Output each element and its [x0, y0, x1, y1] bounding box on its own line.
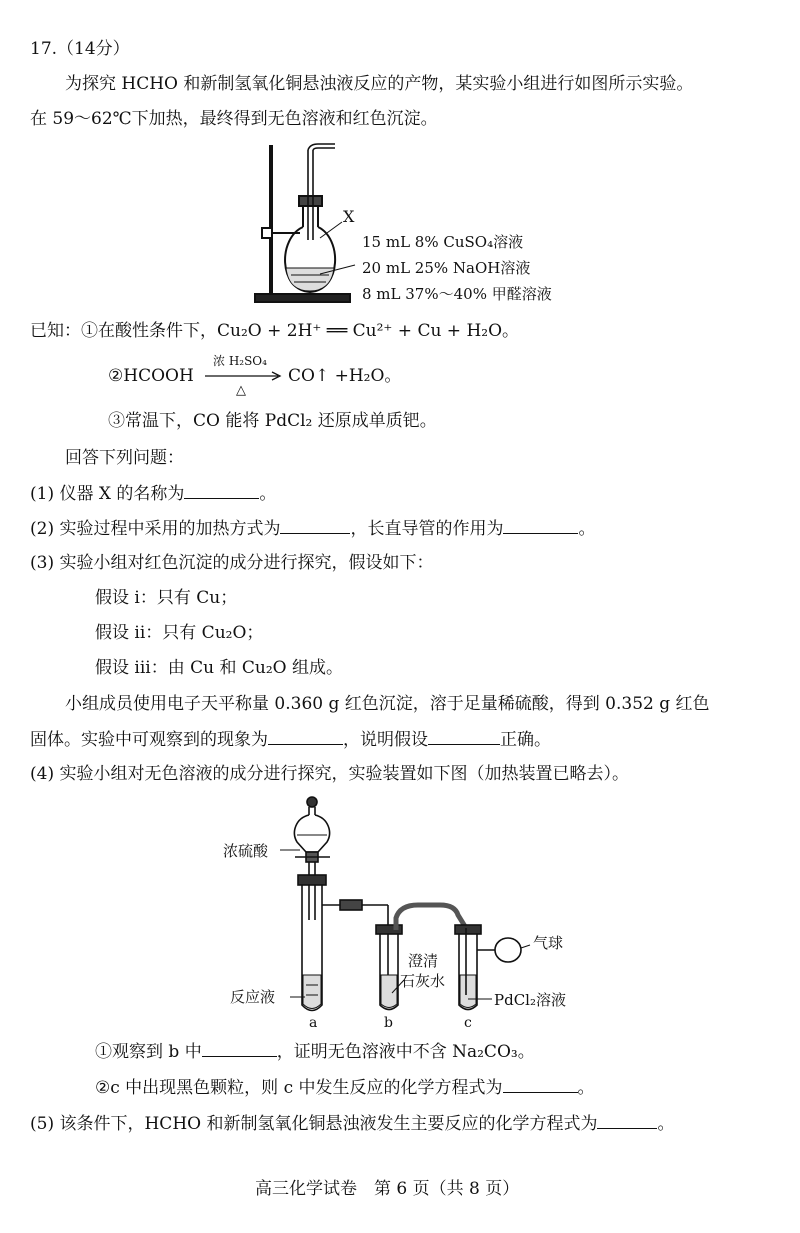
q5-answer-blank[interactable] [597, 1112, 657, 1129]
hypothesis-3: 假设 iii：由 Cu 和 Cu₂O 组成。 [95, 658, 343, 678]
q2-text: (2) 实验过程中采用的加热方式为 [30, 519, 281, 539]
page-footer: 高三化学试卷 第 6 页（共 8 页） [255, 1179, 520, 1199]
q5-end: 。 [657, 1114, 675, 1134]
q4-s2-text: ②c 中出现黑色颗粒，则 c 中发生反应的化学方程式为 [95, 1078, 503, 1098]
q2-mid: ，长直导管的作用为 [350, 519, 504, 539]
x-label: X [343, 207, 355, 226]
tube-a-label: a [309, 1015, 318, 1031]
label-conc-sulfuric-acid: 浓硫酸 [223, 842, 269, 860]
q4-answer-blank-2[interactable] [503, 1076, 578, 1093]
q3-stem: (3) 实验小组对红色沉淀的成分进行探究，假设如下： [30, 553, 434, 573]
label-pdcl2-solution: PdCl₂溶液 [494, 991, 566, 1009]
known-2-cond-top: 浓 H₂SO₄ [213, 354, 267, 368]
fig1-label-naoh: 20 mL 25% NaOH溶液 [362, 259, 531, 277]
known-2-right: CO↑ +H₂O。 [288, 366, 402, 386]
known-2-left: ②HCOOH [108, 366, 194, 386]
q3-text: 固体。实验中可观察到的现象为 [30, 730, 268, 750]
label-reaction-liquid: 反应液 [230, 988, 276, 1006]
hypothesis-2: 假设 ii：只有 Cu₂O； [95, 623, 264, 643]
label-balloon: 气球 [533, 934, 564, 952]
intro-line-2: 在 59～62℃下加热，最终得到无色溶液和红色沉淀。 [30, 109, 438, 129]
q5-text: (5) 该条件下，HCHO 和新制氢氧化铜悬浊液发生主要反应的化学方程式为 [30, 1114, 598, 1134]
q4-sub-2 [95, 1076, 595, 1099]
q1-text: (1) 仪器 X 的名称为 [30, 484, 185, 504]
fig1-label-cuso4: 15 mL 8% CuSO₄溶液 [362, 233, 524, 251]
q5 [30, 1112, 674, 1135]
tube-c-label: c [464, 1015, 472, 1031]
tube-b-label: b [384, 1015, 393, 1031]
answer-intro: 回答下列问题： [65, 448, 184, 468]
question-number: 17.（14分） [30, 39, 130, 59]
q3-mid: ，说明假设 [343, 730, 428, 750]
known-3: ③常温下，CO 能将 PdCl₂ 还原成单质钯。 [108, 411, 437, 431]
q1-end: 。 [259, 484, 277, 504]
q2-end: 。 [578, 519, 596, 539]
hypothesis-1: 假设 i：只有 Cu； [95, 588, 238, 608]
q4-sub-1 [95, 1040, 535, 1063]
known-1: 已知：①在酸性条件下，Cu₂O + 2H⁺ ══ Cu²⁺ + Cu + H₂O。 [30, 321, 520, 341]
label-limewater-1: 澄清 [408, 952, 439, 970]
label-limewater-2: 石灰水 [400, 972, 446, 990]
q4-s1-end: ，证明无色溶液中不含 Na₂CO₃。 [276, 1042, 535, 1062]
q3-end: 正确。 [500, 730, 551, 750]
q4-answer-blank-1[interactable] [202, 1040, 277, 1057]
fig1-label-hcho: 8 mL 37%～40% 甲醛溶液 [362, 285, 552, 303]
q4-s1-text: ①观察到 b 中 [95, 1042, 202, 1062]
intro-line-1: 为探究 HCHO 和新制氢氧化铜悬浊液反应的产物，某实验小组进行如图所示实验。 [65, 74, 694, 94]
q4-s2-end: 。 [577, 1078, 595, 1098]
q3-para-1: 小组成员使用电子天平称量 0.360 g 红色沉淀，溶于足量稀硫酸，得到 0.352 g 红色 [65, 694, 710, 714]
q4-stem: (4) 实验小组对无色溶液的成分进行探究，实验装置如下图（加热装置已略去）。 [30, 764, 629, 784]
known-2-cond-bottom: △ [236, 383, 246, 398]
